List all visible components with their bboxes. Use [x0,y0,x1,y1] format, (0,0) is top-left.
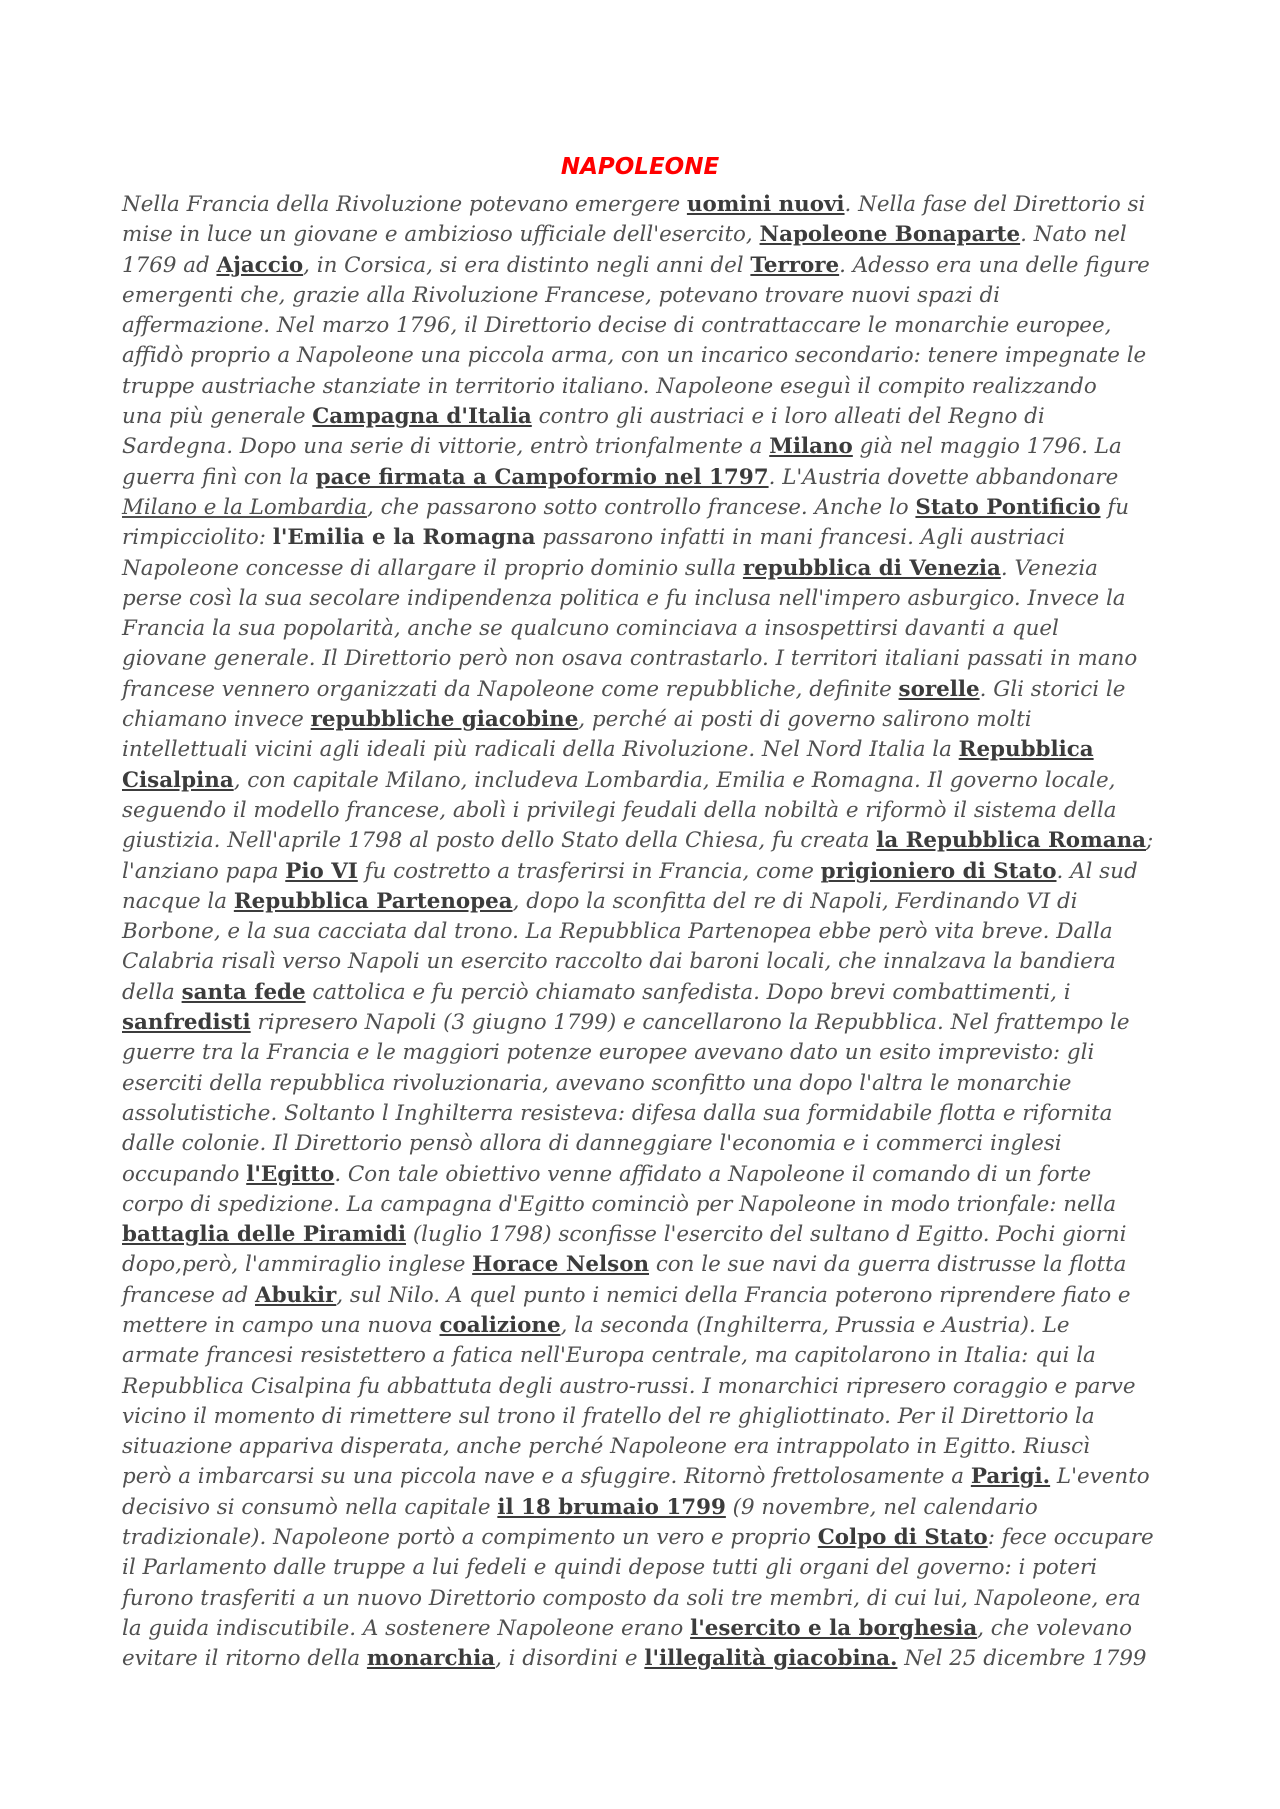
text-segment: della [122,979,182,1005]
text-segment: la guida indiscutibile. A sostenere Napoleone erano [122,1615,691,1641]
text-segment: dopo,però, l'ammiraglio inglese [122,1252,473,1278]
text-segment: , i disordini e [495,1646,645,1672]
text-segment: Nel 25 dicembre 1799 [897,1646,1147,1672]
text-segment: passarono infatti in mani francesi. Agli austriaci [535,525,1066,551]
text-line [122,796,1172,826]
text-segment: nacque la [122,888,234,914]
text-line [122,705,1172,735]
highlighted-term: l'Egitto [246,1161,335,1187]
text-line [122,1432,1172,1462]
text-segment: giustizia. Nell'aprile 1798 al posto dello Stato della Chiesa, fu creata [122,828,877,854]
text-line [122,917,1172,947]
text-segment: affidò proprio a Napoleone una piccola arma, con un incarico secondario: tenere impegnate le [122,343,1147,369]
text-line [122,1281,1172,1311]
text-segment: . Con tale obiettivo venne affidato a Napoleone il comando di un forte [334,1161,1092,1187]
text-segment: . Nella fase del Direttorio si [844,192,1146,217]
highlighted-term: coalizione [439,1312,561,1338]
text-segment: , che volevano [977,1615,1132,1641]
highlighted-term: l'illegalità giacobina. [644,1646,898,1672]
highlighted-term: prigioniero di Stato [820,858,1057,884]
text-segment: 1769 ad [122,252,217,278]
text-segment: . L'Austria dovette abbandonare [768,464,1119,490]
text-line [122,644,1172,674]
text-line [122,1069,1172,1099]
highlighted-term: Abukir [255,1282,337,1308]
highlighted-term: monarchia [366,1646,496,1672]
text-line [122,402,1172,432]
text-line [122,1523,1172,1553]
text-segment: perse così la sua secolare indipendenza politica e fu inclusa nell'impero asburgico. Invece la [122,585,1126,611]
text-segment: . Adesso era una delle figure [839,252,1150,278]
text-line [122,432,1172,462]
text-segment: giovane generale. Il Direttorio però non osava contrastarlo. I territori italiani passati in mano [122,646,1138,672]
text-line [122,311,1172,341]
text-segment: vicino il momento di rimettere sul trono il fratello del re ghigliottinato. Per il Direttorio la [122,1403,1095,1429]
text-segment: guerre tra la Francia e le maggiori potenze europee avevano dato un esito imprevisto: gli [122,1040,1095,1066]
text-line [122,1644,1172,1674]
text-segment: affermazione. Nel marzo 1796, il Direttorio decise di contrattaccare le monarchie europee, [122,313,1112,339]
text-segment: dalle colonie. Il Direttorio pensò allora di danneggiare l'economia e i commerci inglesi [122,1131,1062,1157]
text-line [122,675,1172,705]
text-line [122,1160,1172,1190]
highlighted-term: pace firmata a Campoformio nel 1797 [315,464,769,490]
text-line [122,584,1172,614]
text-segment: evitare il ritorno della [122,1646,367,1672]
text-line [122,735,1172,765]
text-line [122,554,1172,584]
text-segment: l'anziano papa [122,858,286,884]
text-line [122,857,1172,887]
highlighted-term: sanfredisti [122,1010,251,1036]
body-text [122,190,1172,1675]
text-segment: Repubblica Cisalpina fu abbattuta degli austro-russi. I monarchici ripresero coraggio e parve [122,1373,1136,1399]
text-line [122,1614,1172,1644]
text-line [122,978,1172,1008]
text-segment: chiamano invece [122,707,311,733]
underlined-term: Milano e la Lombardia [122,494,367,520]
text-segment: emergenti che, grazie alla Rivoluzione Francese, potevano trovare nuovi spazi di [122,282,1001,308]
text-segment: ripresero Napoli (3 giugno 1799) e cancellarono la Repubblica. Nel frattempo le [250,1010,1130,1036]
text-segment: armate francesi resistettero a fatica nell'Europa centrale, ma capitolarono in Italia: qui la [122,1343,1096,1369]
text-segment: già nel maggio 1796. La [852,434,1122,460]
highlighted-term: Campagna d'Italia [312,404,532,430]
text-segment: . Nato nel [1020,222,1127,248]
text-segment: intellettuali vicini agli ideali più radicali della Rivoluzione. Nel Nord Italia la [122,737,959,763]
text-line [122,1372,1172,1402]
text-segment: francese vennero organizzati da Napoleone come repubbliche, definite [122,676,899,702]
highlighted-term: Parigi. [970,1464,1051,1490]
highlighted-term: repubbliche giacobine [310,707,579,733]
highlighted-term: Repubblica Partenopea [233,888,513,914]
highlighted-term: Horace Nelson [472,1252,650,1278]
text-segment: contro gli austriaci e i loro alleati del Regno di [531,404,1045,430]
text-segment: fu costretto a trasferirsi in Francia, come [357,858,821,884]
text-segment: : fece occupare [987,1525,1154,1551]
text-line [122,251,1172,281]
text-line [122,1129,1172,1159]
text-segment: il Parlamento dalle truppe a lui fedeli e quindi depose tutti gli organi del governo: i poteri [122,1555,1098,1581]
text-segment: eserciti della repubblica rivoluzionaria, avevano sconfitto una dopo l'altra le monarchie [122,1070,1072,1096]
text-line [122,341,1172,371]
highlighted-term: Ajaccio [216,252,304,278]
text-segment: francese ad [122,1282,255,1308]
text-segment: , sul Nilo. A quel punto i nemici della Francia poterono riprendere fiato e [336,1282,1131,1308]
highlighted-term: battaglia delle Piramidi [122,1222,407,1248]
text-line [122,614,1172,644]
text-line [122,1493,1172,1523]
text-segment: ; [1145,828,1154,854]
highlighted-term: uomini nuovi [686,192,845,217]
text-line [122,1099,1172,1129]
text-segment: furono trasferiti a un nuovo Direttorio composto da soli tre membri, di cui lui, Napoleone, era [122,1585,1141,1611]
highlighted-term: Colpo di Stato [817,1525,988,1551]
text-line [122,1402,1172,1432]
text-segment: Borbone, e la sua cacciata dal trono. La Repubblica Partenopea ebbe però vita breve. Dalla [122,919,1113,945]
text-segment: situazione appariva disperata, anche perché Napoleone era intrappolato in Egitto. Riuscì [122,1434,1090,1460]
text-line [122,1553,1172,1583]
text-line [122,523,1172,553]
text-segment: Nella Francia della Rivoluzione potevano emergere [122,192,687,217]
text-segment: , in Corsica, si era distinto negli anni del [303,252,751,278]
text-segment: . Al sud [1056,858,1138,884]
text-line [122,1250,1172,1280]
text-segment: Napoleone concesse di allargare il proprio dominio sulla [122,555,743,581]
text-segment: fu [1100,494,1130,520]
text-line [122,1190,1172,1220]
text-line [122,887,1172,917]
text-line [122,1341,1172,1371]
text-segment: decisivo si consumò nella capitale [122,1494,498,1520]
text-line [122,1584,1172,1614]
highlighted-term: la Repubblica Romana [876,828,1146,854]
highlighted-term: Pio VI [285,858,358,884]
text-segment: . Venezia [1000,555,1098,581]
text-segment: , con capitale Milano, includeva Lombardia, Emilia e Romagna. Il governo locale, [233,767,1116,793]
text-line [122,766,1172,796]
text-line [122,826,1172,856]
text-segment: seguendo il modello francese, abolì i privilegi feudali della nobiltà e riformò il sistema della [122,797,1117,823]
text-line [122,1008,1172,1038]
highlighted-term: Cisalpina [122,767,234,793]
text-segment: una più generale [122,404,313,430]
text-segment: tradizionale). Napoleone portò a compimento un vero e proprio [122,1525,818,1551]
text-segment: rimpicciolito: [122,525,273,551]
highlighted-term: Terrore [750,252,840,278]
text-segment: Sardegna. Dopo una serie di vittorie, entrò trionfalmente a [122,434,770,460]
text-line [122,1462,1172,1492]
text-line [122,1220,1172,1250]
text-segment: però a imbarcarsi su una piccola nave e a sfuggire. Ritornò frettolosamente a [122,1464,971,1490]
text-segment: Calabria risalì verso Napoli un esercito raccolto dai baroni locali, che innalzava la bandiera [122,949,1116,975]
text-segment: corpo di spedizione. La campagna d'Egitto cominciò per Napoleone in modo trionfale: nella [122,1191,1117,1217]
text-segment: (luglio 1798) sconfisse l'esercito del sultano d Egitto. Pochi giorni [406,1222,1127,1248]
text-segment: con le sue navi da guerra distrusse la flotta [649,1252,1127,1278]
text-segment: . Gli storici le [979,676,1126,702]
text-line [122,1038,1172,1068]
highlighted-term: l'esercito e la borghesia [690,1615,978,1641]
text-line [122,463,1172,493]
text-line [122,281,1172,311]
text-line [122,1311,1172,1341]
text-segment: truppe austriache stanziate in territorio italiano. Napoleone eseguì il compito realizzando [122,373,1097,399]
highlighted-term: Milano [769,434,853,460]
text-segment: , dopo la sconfitta del re di Napoli, Ferdinando VI di [512,888,1078,914]
highlighted-term: Repubblica [958,737,1094,763]
text-segment: , che passarono sotto controllo francese. Anche lo [366,494,916,520]
text-segment: mettere in campo una nuova [122,1312,440,1338]
text-line [122,190,1172,220]
text-segment: assolutistiche. Soltanto l Inghilterra resisteva: difesa dalla sua formidabile flotta e rifornita [122,1100,1113,1126]
text-segment: Francia la sua popolarità, anche se qualcuno cominciava a insospettirsi davanti a quel [122,616,1059,642]
highlighted-term: il 18 brumaio 1799 [497,1494,726,1520]
text-segment: L'evento [1050,1464,1150,1490]
text-segment: , la seconda (Inghilterra, Prussia e Austria). Le [560,1312,1070,1338]
bold-term: l'Emilia e la Romagna [272,525,536,551]
highlighted-term: sorelle [898,676,980,702]
text-segment: cattolica e fu perciò chiamato sanfedista. Dopo brevi combattimenti, i [305,979,1071,1005]
highlighted-term: santa fede [181,979,306,1005]
text-segment: (9 novembre, nel calendario [725,1494,1038,1520]
highlighted-term: Napoleone Bonaparte [759,222,1021,248]
text-segment: guerra finì con la [122,464,316,490]
highlighted-term: repubblica di Venezia [742,555,1001,581]
text-segment: mise in luce un giovane e ambizioso ufficiale dell'esercito, [122,222,760,248]
text-segment: , perché ai posti di governo salirono molti [578,707,1032,733]
highlighted-term: Stato Pontificio [915,494,1101,520]
text-line [122,372,1172,402]
page-title: NAPOLEONE [560,154,720,180]
text-line [122,947,1172,977]
text-line [122,493,1172,523]
text-segment: occupando [122,1161,247,1187]
text-line [122,220,1172,250]
